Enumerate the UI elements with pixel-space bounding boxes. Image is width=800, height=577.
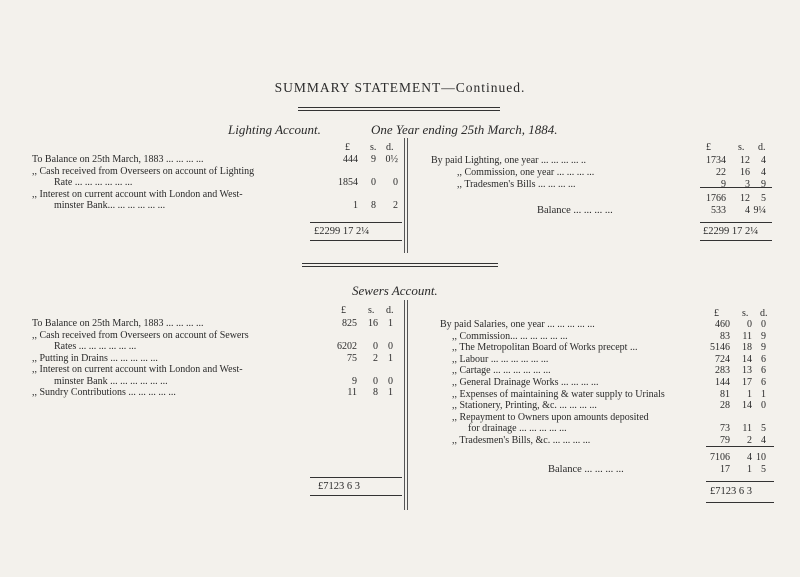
lighting-receipt-pounds: 1854 — [338, 177, 358, 188]
sewers-subtotal-pence: 10 — [756, 452, 766, 463]
sewers-left-total-under — [310, 495, 402, 496]
sewers-payment-pounds: 283 — [715, 365, 730, 377]
sewers-payment-pounds: 81 — [720, 388, 730, 400]
sewers-payment-shillings: 11 — [742, 330, 752, 342]
sewers-receipt-shillings: 2 — [373, 352, 378, 364]
lighting-right-col-pounds: £ — [706, 142, 711, 153]
sewers-left-col-shillings: s. — [368, 305, 375, 316]
lighting-payment-pounds: 1734 — [706, 155, 726, 166]
sewers-payment-pounds: 5146 — [710, 342, 730, 354]
lighting-receipt-pence: 0½ — [385, 154, 398, 165]
sewers-payment-pence: 0 — [761, 400, 766, 412]
lighting-right-total-rule — [700, 222, 772, 223]
lighting-divider — [404, 138, 405, 253]
lighting-receipt-description: ,, Interest on current account with London and West- — [32, 188, 243, 200]
sewers-payment-shillings: 17 — [742, 377, 752, 388]
sewers-payment-pounds: 79 — [720, 435, 730, 446]
sewers-payment-pence: 6 — [761, 365, 766, 377]
sewers-right-col-shillings: s. — [742, 308, 749, 319]
sewers-right-total-under — [706, 502, 774, 503]
sewers-payment-pence: 4 — [761, 435, 766, 446]
sewers-payment-description: ,, Cartage ... ... ... ... ... ... — [452, 365, 551, 377]
lighting-left-total: £2299 17 2¼ — [314, 226, 370, 237]
lighting-payment-shillings: 3 — [745, 179, 750, 190]
section-rule — [302, 263, 498, 264]
lighting-balance-pounds: 533 — [711, 205, 726, 216]
sewers-receipt-description: ,, Sundry Contributions ... ... ... ... ... — [32, 387, 176, 398]
lighting-balance-pence: 9¼ — [753, 205, 766, 216]
sewers-payment-description: ,, Expenses of maintaining & water supply to Urinals — [452, 388, 665, 400]
sewers-subtotal-shillings: 4 — [747, 452, 752, 463]
lighting-payment-description: By paid Lighting, one year ... ... ... ... .. — [431, 155, 586, 166]
sewers-payment-shillings: 0 — [747, 319, 752, 330]
sewers-payment-pence: 1 — [761, 388, 766, 400]
lighting-payment-description: ,, Tradesmen's Bills ... ... ... ... — [457, 179, 576, 190]
sewers-payment-shillings: 18 — [742, 342, 752, 354]
sewers-divider — [404, 300, 405, 510]
lighting-right-subtotal-rule — [700, 187, 772, 188]
sewers-payment-shillings: 13 — [742, 365, 752, 377]
lighting-payment-pence: 4 — [761, 155, 766, 166]
sewers-receipt-pence: 1 — [388, 318, 393, 329]
lighting-left-col-shillings: s. — [370, 142, 377, 153]
sewers-payment-description: for drainage ... ... ... ... ... — [468, 423, 567, 435]
sewers-receipt-pounds: 75 — [347, 352, 357, 364]
sewers-payment-description: ,, Stationery, Printing, &c. ... ... ... ... — [452, 400, 597, 412]
lighting-payment-description: ,, Commission, one year ... ... ... ... — [457, 167, 595, 178]
lighting-payment-pence: 4 — [761, 167, 766, 178]
sewers-payment-description: ,, Repayment to Owners upon amounts deposited — [452, 411, 649, 423]
sewers-left-col-pence: d. — [386, 305, 394, 316]
sewers-receipt-shillings: 8 — [373, 387, 378, 398]
lighting-receipt-description: ,, Cash received from Overseers on account of Lighting — [32, 165, 255, 177]
lighting-receipt-pence: 2 — [393, 200, 398, 211]
lighting-heading: Lighting Account. — [228, 122, 321, 137]
sewers-receipt-pence: 1 — [388, 387, 393, 398]
sewers-payment-pence: 6 — [761, 377, 766, 388]
sewers-balance-shillings: 1 — [747, 464, 752, 475]
title-rule — [298, 107, 500, 108]
sewers-receipt-description: ,, Cash received from Overseers on account of Sewers — [32, 329, 249, 341]
sewers-payment-pounds: 460 — [715, 319, 730, 330]
lighting-receipt-shillings: 0 — [371, 177, 376, 188]
sewers-payment-pence: 9 — [761, 330, 766, 342]
sewers-payment-shillings: 1 — [747, 388, 752, 400]
sewers-receipt-description: ,, Putting in Drains ... ... ... ... ... — [32, 352, 158, 364]
sewers-receipt-description: minster Bank ... ... ... ... ... ... — [54, 375, 168, 387]
lighting-payment-pounds: 22 — [716, 167, 726, 178]
sewers-balance-pounds: 17 — [720, 464, 730, 475]
lighting-receipt-pounds: 1 — [353, 200, 358, 211]
sewers-receipt-pounds: 11 — [347, 387, 357, 398]
sewers-payment-pence: 0 — [761, 319, 766, 330]
sewers-receipt-description: ,, Interest on current account with London and West- — [32, 364, 243, 375]
sewers-payment-shillings: 2 — [747, 435, 752, 446]
lighting-receipt-pounds: 444 — [343, 154, 358, 165]
title-rule-lower — [298, 110, 500, 111]
sewers-left-col-pounds: £ — [341, 305, 346, 316]
sewers-balance-pence: 5 — [761, 464, 766, 475]
sewers-right-total-rule — [706, 481, 774, 482]
lighting-receipt-description: minster Bank... ... ... ... ... ... — [54, 200, 166, 211]
sewers-payment-pounds: 73 — [720, 423, 730, 435]
sewers-receipt-pence: 0 — [388, 375, 393, 387]
page-title: SUMMARY STATEMENT—Continued. — [274, 80, 526, 95]
lighting-subtotal-pence: 5 — [761, 193, 766, 204]
sewers-receipt-shillings: 0 — [373, 341, 378, 352]
sewers-receipt-pence: 1 — [388, 352, 393, 364]
lighting-left-col-pence: d. — [386, 142, 394, 153]
sewers-right-subtotal-rule — [706, 446, 774, 447]
sewers-receipt-shillings: 0 — [373, 375, 378, 387]
sewers-payment-description: ,, Labour ... ... ... ... ... ... — [452, 353, 549, 365]
sewers-payment-pence: 9 — [761, 342, 766, 354]
sewers-payment-shillings: 11 — [742, 423, 752, 435]
lighting-right-col-shillings: s. — [738, 142, 745, 153]
sewers-balance-label: Balance ... ... ... ... — [548, 464, 624, 475]
lighting-right-col-pence: d. — [758, 142, 766, 153]
sewers-subtotal-pounds: 7106 — [710, 452, 730, 463]
sewers-left-total: £7123 6 3 — [318, 481, 360, 492]
sewers-payment-pounds: 28 — [720, 400, 730, 412]
lighting-year-heading: One Year ending 25th March, 1884. — [371, 122, 558, 137]
lighting-left-col-pounds: £ — [345, 142, 350, 153]
lighting-receipt-description: Rate ... ... ... ... ... ... — [54, 177, 133, 188]
lighting-left-total-rule — [310, 222, 402, 223]
lighting-subtotal-pounds: 1766 — [706, 193, 726, 204]
sewers-payment-pence: 6 — [761, 353, 766, 365]
sewers-divider-2 — [407, 300, 408, 510]
sewers-payment-description: ,, Commission... ... ... ... ... ... — [452, 330, 568, 342]
sewers-payment-shillings: 14 — [742, 353, 752, 365]
lighting-payment-pounds: 9 — [721, 179, 726, 190]
lighting-payment-pence: 9 — [761, 179, 766, 190]
sewers-receipt-pence: 0 — [388, 341, 393, 352]
sewers-receipt-pounds: 6202 — [337, 341, 357, 352]
sewers-receipt-description: To Balance on 25th March, 1883 ... ... ... ... — [32, 318, 204, 329]
sewers-receipt-pounds: 9 — [352, 375, 357, 387]
sewers-payment-pounds: 724 — [715, 353, 730, 365]
sewers-payment-description: ,, The Metropolitan Board of Works precept ... — [452, 342, 638, 354]
lighting-receipt-description: To Balance on 25th March, 1883 ... ... ... ... — [32, 154, 204, 165]
lighting-receipt-shillings: 9 — [371, 154, 376, 165]
sewers-right-col-pence: d. — [760, 308, 768, 319]
lighting-balance-label: Balance ... ... ... ... — [537, 205, 613, 216]
lighting-receipt-pence: 0 — [393, 177, 398, 188]
sewers-payment-pounds: 83 — [720, 330, 730, 342]
sewers-left-total-rule — [310, 477, 402, 478]
sewers-receipt-shillings: 16 — [368, 318, 378, 329]
lighting-payment-shillings: 12 — [740, 155, 750, 166]
section-rule-lower — [302, 266, 498, 267]
sewers-payment-description: By paid Salaries, one year ... ... ... ... ... — [440, 319, 595, 330]
sewers-right-col-pounds: £ — [714, 308, 719, 319]
sewers-right-total: £7123 6 3 — [710, 486, 752, 497]
lighting-left-total-under — [310, 240, 402, 241]
sewers-payment-shillings: 14 — [742, 400, 752, 412]
lighting-subtotal-shillings: 12 — [740, 193, 750, 204]
lighting-divider-2 — [407, 138, 408, 253]
lighting-balance-shillings: 4 — [745, 205, 750, 216]
sewers-payment-pounds: 144 — [715, 377, 730, 388]
sewers-receipt-pounds: 825 — [342, 318, 357, 329]
sewers-heading: Sewers Account. — [352, 283, 438, 298]
sewers-payment-description: ,, General Drainage Works ... ... ... ... — [452, 377, 599, 388]
sewers-payment-description: ,, Tradesmen's Bills, &c. ... ... ... ... — [452, 435, 591, 446]
sewers-receipt-description: Rates ... ... ... ... ... ... — [54, 341, 137, 352]
lighting-receipt-shillings: 8 — [371, 200, 376, 211]
lighting-right-total-under — [700, 240, 772, 241]
lighting-right-total: £2299 17 2¼ — [703, 226, 759, 237]
lighting-payment-shillings: 16 — [740, 167, 750, 178]
sewers-payment-pence: 5 — [761, 423, 766, 435]
